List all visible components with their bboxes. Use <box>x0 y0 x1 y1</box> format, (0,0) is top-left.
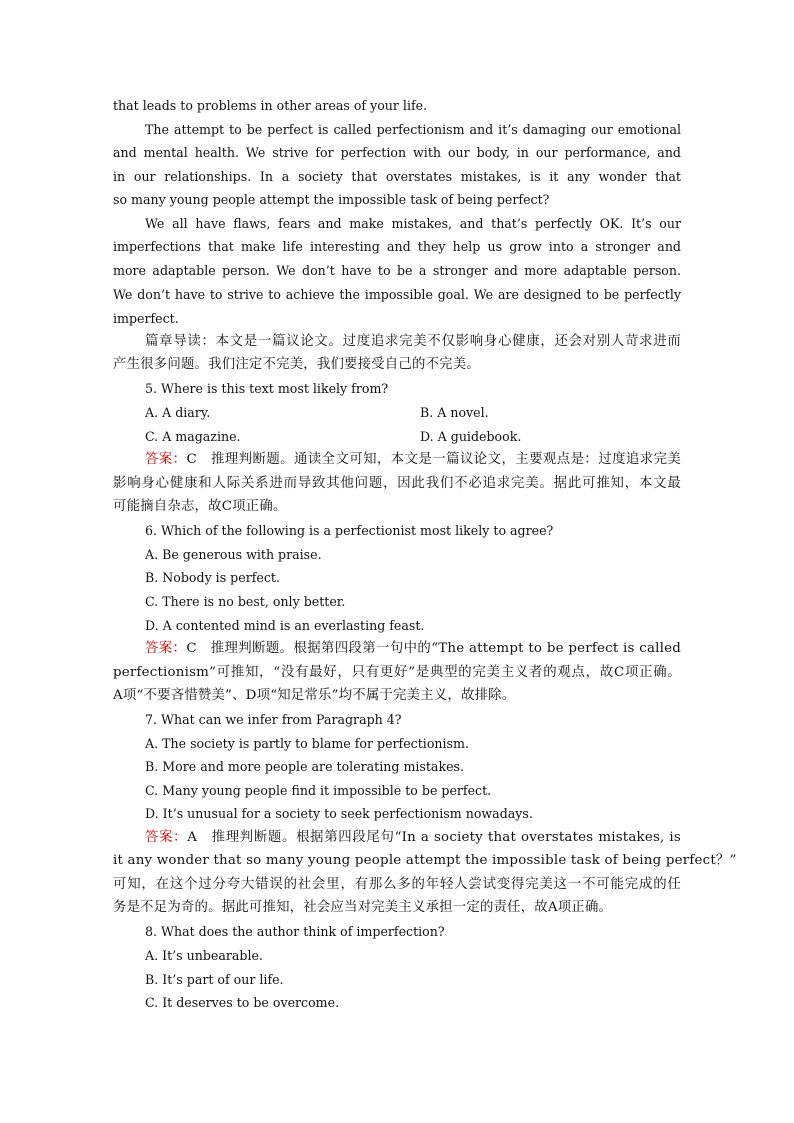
answer-line <box>145 452 681 468</box>
passage-line: The attempt to be perfect is called perfectionism and it’s damaging our emotional <box>145 122 681 137</box>
option-b: B. More and more people are tolerating mistakes. <box>145 759 464 774</box>
answer-label: 答案： <box>145 830 188 845</box>
option-a: A. Be generous with praise. <box>145 547 322 562</box>
passage-line: so many young people attempt the impossible task of being perfect? <box>113 192 550 207</box>
option-d: D. It’s unusual for a society to seek perfectionism nowadays. <box>145 806 533 821</box>
option-d: D. A guidebook. <box>420 429 522 444</box>
answer-text: A 推理判断题。根据第四段尾句“In a society that overstates mistakes, is <box>187 830 681 845</box>
option-b: B. Nobody is perfect. <box>145 570 280 585</box>
passage-line: imperfect. <box>113 311 179 326</box>
option-b: B. It’s part of our life. <box>145 972 284 987</box>
option-a: A. A diary. <box>145 405 211 420</box>
answer-text: C 推理判断题。通读全文可知，本文是一篇议论文，主要观点是：过度追求完美 <box>186 452 681 467</box>
guide-line: 篇章导读：本文是一篇议论文。过度追求完美不仅影响身心健康，还会对别人苛求进而 <box>145 334 681 349</box>
question-stem: 5. Where is this text most likely from? <box>145 381 389 396</box>
passage-line: imperfections that make life interesting and they help us grow into a stronger and <box>113 239 681 254</box>
answer-line <box>145 641 681 657</box>
answer-line: perfectionism”可推知，“没有最好，只有更好”是典型的完美主义者的观点，故C项正确。 <box>113 665 681 680</box>
option-a: A. It’s unbearable. <box>145 948 263 963</box>
passage-line: and mental health. We strive for perfection with our body, in our performance, and <box>113 145 681 160</box>
option-a: A. The society is partly to blame for perfectionism. <box>145 736 469 751</box>
answer-line: it any wonder that so many young people attempt the impossible task of being perfect？” <box>113 853 737 868</box>
passage-line: more adaptable person. We don’t have to be a stronger and more adaptable person. <box>113 263 681 278</box>
passage-line: We don’t have to strive to achieve the impossible goal. We are designed to be perfectly <box>113 287 681 302</box>
question-stem: 8. What does the author think of imperfection? <box>145 924 445 939</box>
answer-line: 可能摘自杂志，故C项正确。 <box>113 499 287 514</box>
answer-line: 可知，在这个过分夸大错误的社会里，有那么多的年轻人尝试变得完美这一不可能完成的任 <box>113 877 681 892</box>
answer-line: 影响身心健康和人际关系进而导致其他问题，因此我们不必追求完美。据此可推知，本文最 <box>113 476 681 491</box>
option-b: B. A novel. <box>420 405 489 420</box>
guide-line: 产生很多问题。我们注定不完美，我们要接受自己的不完美。 <box>113 357 480 372</box>
question-stem: 6. Which of the following is a perfectionist most likely to agree? <box>145 523 554 538</box>
answer-line <box>145 830 681 846</box>
option-d: D. A contented mind is an everlasting feast. <box>145 618 425 633</box>
answer-label: 答案： <box>145 641 187 656</box>
answer-text: C 推理判断题。根据第四段第一句中的“The attempt to be perfect is called <box>186 641 681 656</box>
passage-line: that leads to problems in other areas of your life. <box>113 98 428 113</box>
option-c: C. It deserves to be overcome. <box>145 995 340 1010</box>
option-c: C. A magazine. <box>145 429 241 444</box>
option-c: C. There is no best, only better. <box>145 594 346 609</box>
answer-label: 答案： <box>145 452 187 467</box>
answer-line: A项“不要吝惜赞美”、D项“知足常乐”均不属于完美主义，故排除。 <box>113 688 516 703</box>
passage-line: We all have flaws, fears and make mistakes, and that’s perfectly OK. It’s our <box>145 216 681 231</box>
option-c: C. Many young people find it impossible to be perfect. <box>145 783 492 798</box>
question-stem: 7. What can we infer from Paragraph 4? <box>145 712 402 727</box>
passage-line: in our relationships. In a society that overstates mistakes, is it any wonder that <box>113 169 681 184</box>
answer-line: 务是不足为奇的。据此可推知，社会应当对完美主义承担一定的责任，故A项正确。 <box>113 900 613 915</box>
